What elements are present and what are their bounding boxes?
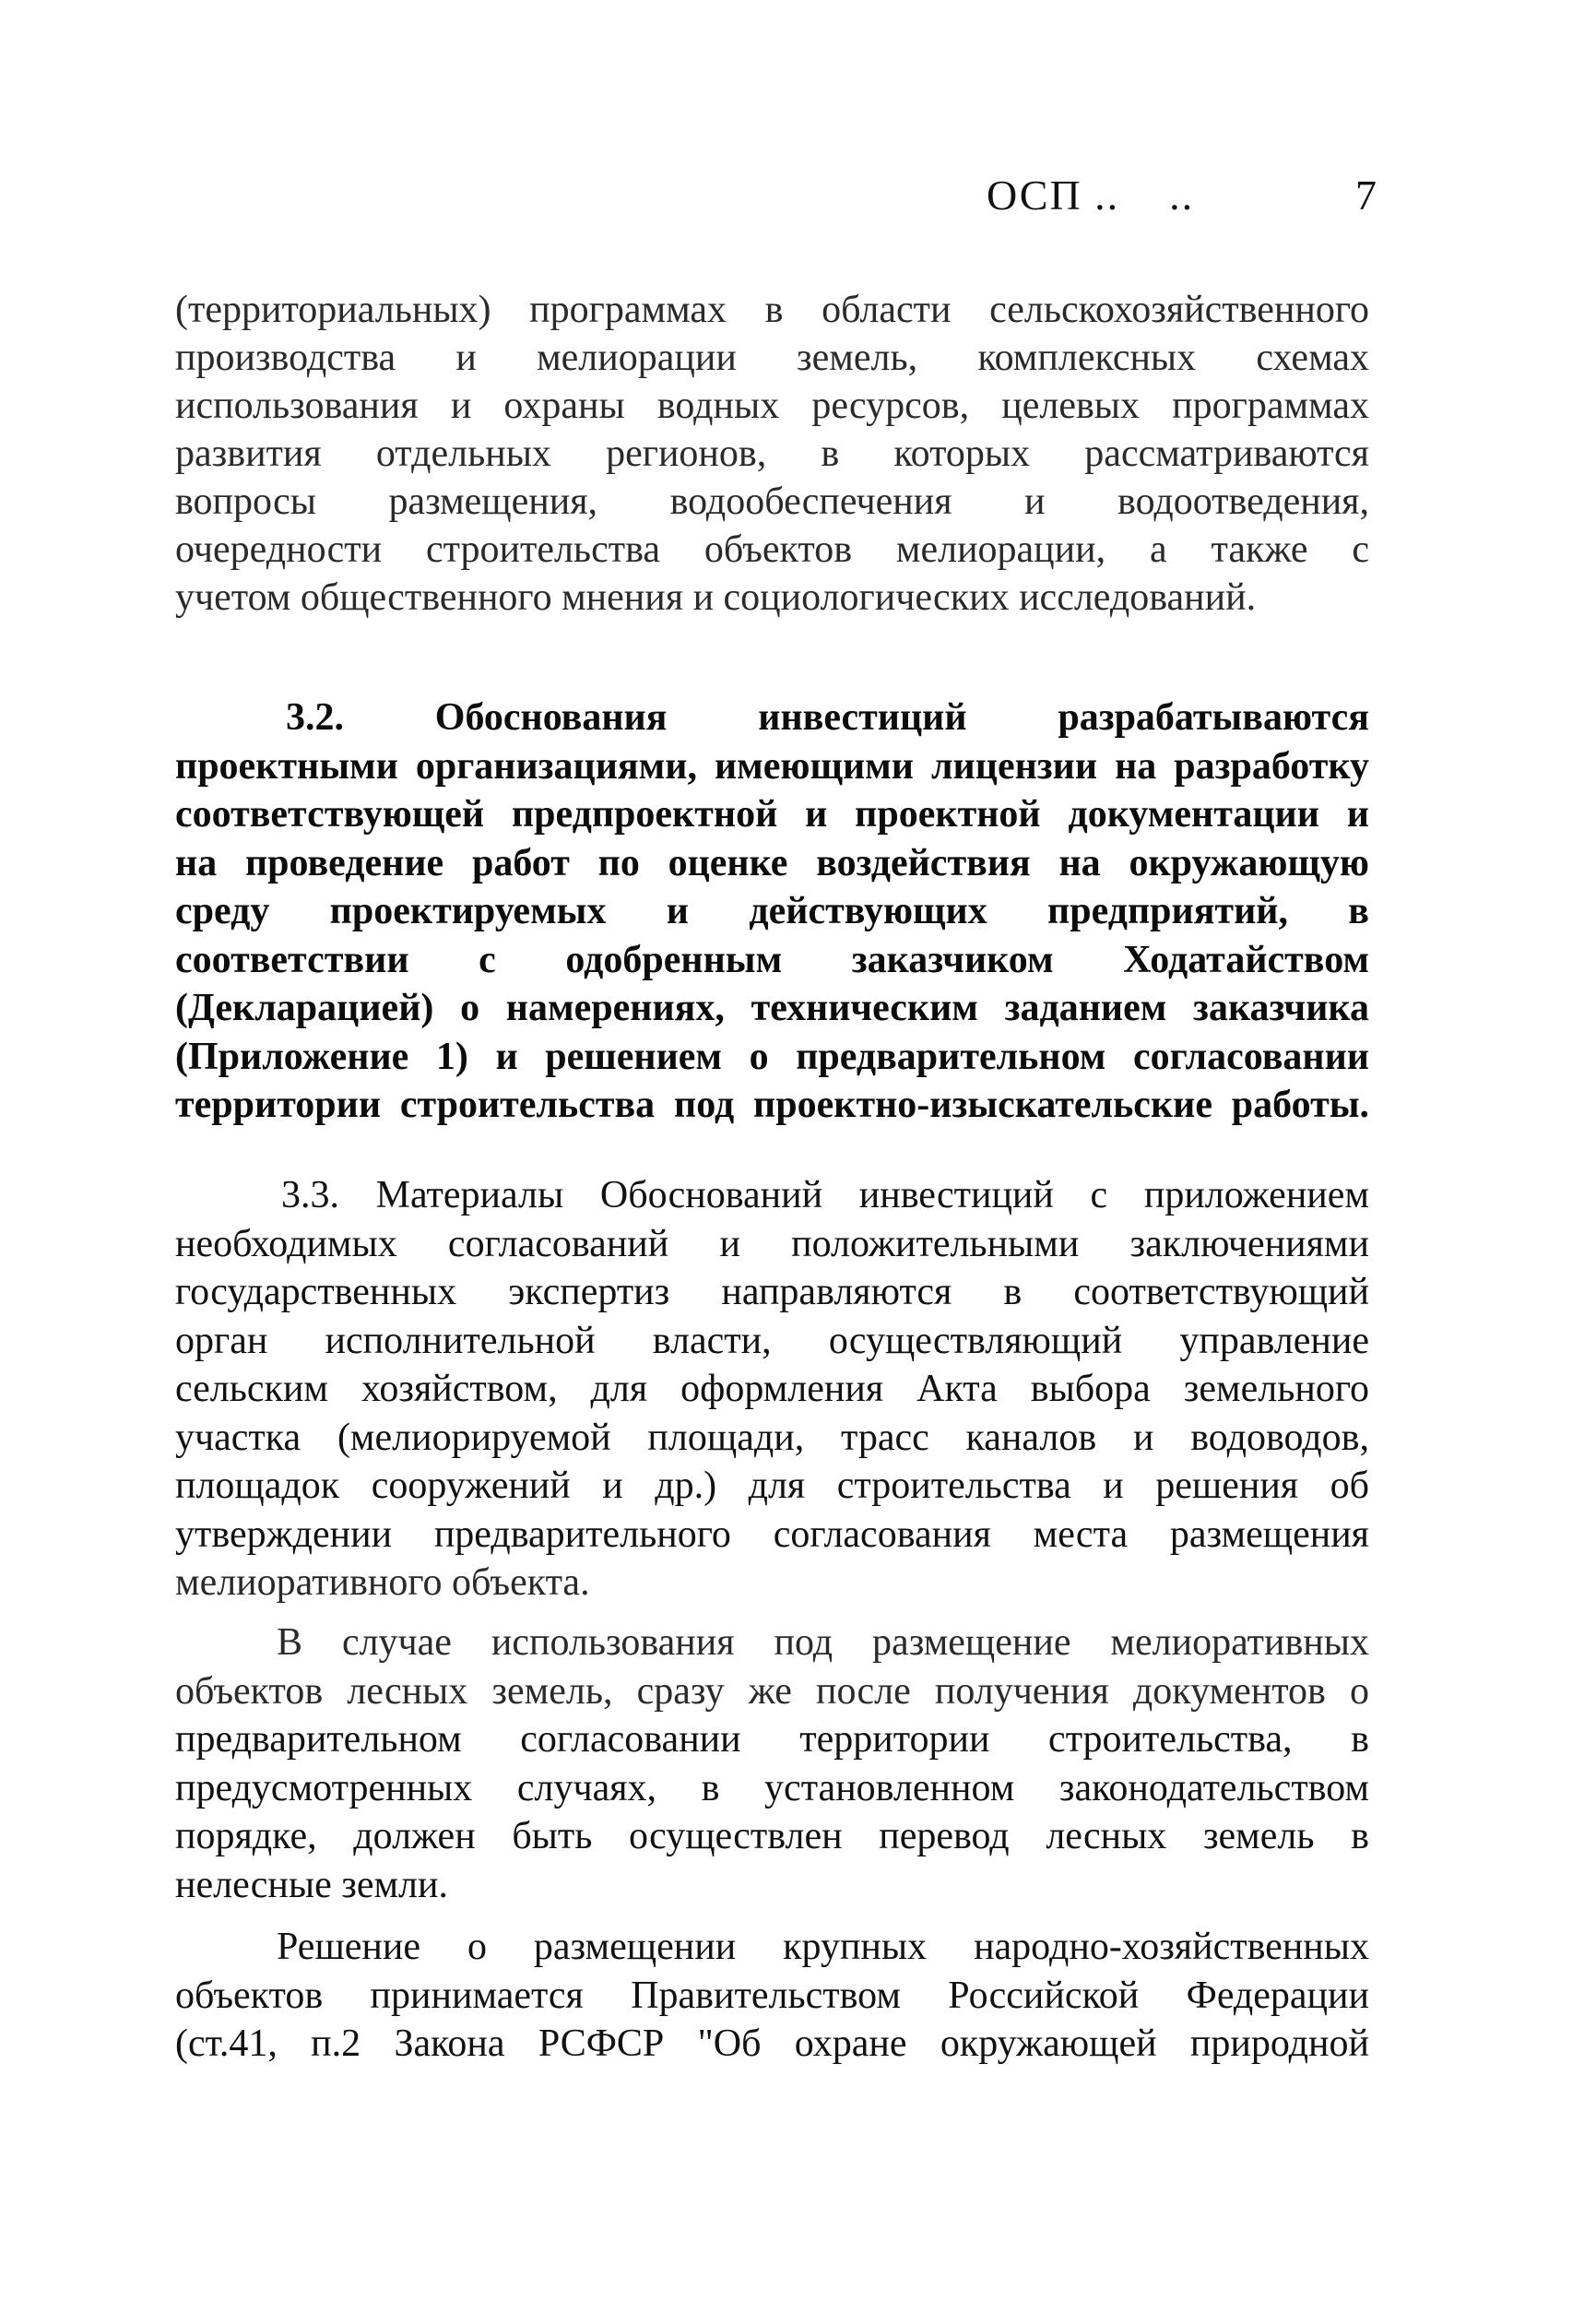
paragraph-3-2 <box>175 694 1369 1130</box>
text-line: нелесные земли. <box>175 1863 448 1906</box>
text-line: производства и мелиорации земель, комплексных схемах <box>175 337 1369 379</box>
text-line: мелиоративного объекта. <box>175 1561 590 1604</box>
document-header: ОСП .. .. <box>987 172 1195 219</box>
text-line: объектов лесных земель, сразу же после получения документов о <box>175 1669 1369 1713</box>
text-line: среду проектируемых и действующих предприятий, в <box>175 890 1369 932</box>
text-line: предварительном согласовании территории строительства, в <box>175 1718 1369 1761</box>
text-line: В случае использования под размещение мелиоративных <box>277 1621 1369 1664</box>
text-line: 3.3. Материалы Обоснований инвестиций с приложением <box>281 1174 1369 1216</box>
paragraph-3-3 <box>175 1171 1369 1607</box>
text-line: предусмотренных случаях, в установленном законодательством <box>175 1766 1369 1809</box>
text-line: соответствующей предпроектной и проектной документации и <box>175 793 1369 836</box>
text-line: использования и охраны водных ресурсов, целевых программах <box>175 385 1369 427</box>
text-line: (ст.41, п.2 Закона РСФСР "Об охране окружающей природной <box>175 2022 1369 2065</box>
text-line: соответствии с одобренным заказчиком Ходатайством <box>175 938 1369 981</box>
text-line: Решение о размещении крупных народно-хозяйственных <box>277 1926 1369 1968</box>
text-line: на проведение работ по оценке воздействия на окружающую <box>175 841 1369 884</box>
text-line: учетом общественного мнения и социологических исследований. <box>175 576 1257 619</box>
text-line: необходимых согласований и положительными заключениями <box>175 1222 1369 1265</box>
paragraph-large-objects <box>175 1923 1369 2069</box>
text-line: вопросы размещения, водообеспечения и водоотведения, <box>175 480 1369 523</box>
text-line: государственных экспертиз направляются в соответствующий <box>175 1271 1369 1313</box>
paragraph-forest-lands <box>175 1619 1369 1909</box>
text-line: сельским хозяйством, для оформления Акта выбора земельного <box>175 1368 1369 1410</box>
page-number: 7 <box>1355 172 1377 219</box>
text-line: порядке, должен быть осуществлен перевод лесных земель в <box>175 1815 1369 1857</box>
paragraph-1 <box>175 286 1369 622</box>
text-line: проектными организациями, имеющими лицензии на разработку <box>175 744 1369 788</box>
text-line: (территориальных) программах в области сельскохозяйственного <box>175 289 1369 331</box>
text-line: очередности строительства объектов мелиорации, а также с <box>175 528 1369 571</box>
text-line: развития отдельных регионов, в которых рассматриваются <box>175 433 1369 475</box>
text-line: участка (мелиорируемой площади, трасс каналов и водоводов, <box>175 1416 1369 1459</box>
text-line: территории строительства под проектно-изыскательские работы. <box>175 1084 1369 1126</box>
text-line: площадок сооружений и др.) для строительства и решения об <box>175 1465 1369 1507</box>
text-line: (Декларацией) о намерениях, техническим заданием заказчика <box>175 987 1369 1029</box>
text-line: объектов принимается Правительством Российской Федерации <box>175 1974 1369 2017</box>
text-line: орган исполнительной власти, осуществляющий управление <box>175 1319 1369 1362</box>
text-line: (Приложение 1) и решением о предварительном согласовании <box>175 1035 1369 1078</box>
text-line: 3.2. Обоснования инвестиций разрабатываются <box>286 696 1369 739</box>
text-line: утверждении предварительного согласования места размещения <box>175 1512 1369 1556</box>
